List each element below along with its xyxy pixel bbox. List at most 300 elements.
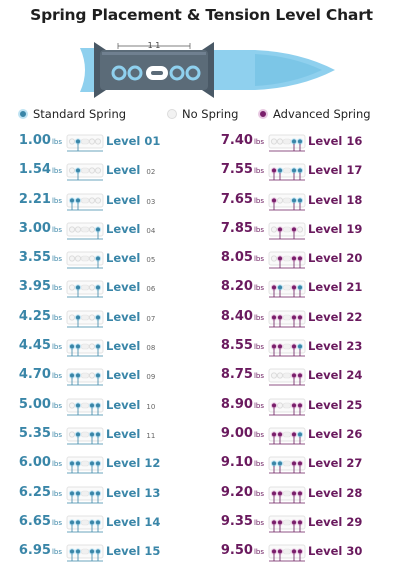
advanced-spring-icon: [271, 520, 276, 525]
tension-unit: lbs: [51, 255, 62, 264]
spring-diagram: [66, 190, 104, 212]
level-word: Level: [308, 426, 343, 441]
level-word: Level: [308, 485, 343, 500]
no-spring-icon: [277, 373, 282, 378]
spring-diagram: [66, 512, 104, 534]
tension-weight-value: 8.55: [220, 338, 253, 354]
level-number: 07: [146, 314, 156, 323]
level-word: Level: [106, 192, 141, 207]
standard-spring-icon: [75, 285, 80, 290]
standard-spring-icon: [75, 432, 80, 437]
advanced-spring-icon: [291, 520, 296, 525]
standard-spring-icon: [95, 520, 100, 525]
level-row: [0, 157, 200, 186]
tension-unit: lbs: [51, 167, 62, 176]
no-spring-icon: [75, 256, 80, 261]
standard-spring-icon: [95, 403, 100, 408]
standard-spring-icon: [18, 109, 28, 119]
standard-spring-icon: [89, 549, 94, 554]
level-number: 24: [346, 368, 363, 383]
level-number: 28: [346, 485, 363, 500]
advanced-spring-icon: [271, 315, 276, 320]
level-row: [0, 392, 200, 421]
no-spring-icon: [89, 197, 94, 202]
no-spring-icon: [297, 227, 302, 232]
tension-unit: lbs: [253, 313, 264, 322]
standard-spring-icon: [75, 549, 80, 554]
spring-placement: [66, 277, 104, 303]
tension-weight-value: 7.55: [220, 162, 253, 178]
spring-diagram: [268, 219, 306, 241]
level-word: Level: [106, 309, 141, 324]
level-row: [0, 333, 200, 362]
spring-placement: [268, 541, 306, 567]
spring-diagram: [66, 219, 104, 241]
spring-diagram: [66, 277, 104, 299]
spring-placement: [66, 512, 104, 538]
tension-weight-value: 9.20: [220, 484, 253, 500]
standard-spring-icon: [89, 490, 94, 495]
spring-placement: [66, 365, 104, 391]
spring-placement: [66, 131, 104, 157]
level-word: Level: [308, 397, 343, 412]
standard-spring-icon: [89, 432, 94, 437]
spring-placement: [66, 483, 104, 509]
spring-placement: [66, 336, 104, 362]
spring-diagram: [66, 395, 104, 417]
level-row: [202, 216, 402, 245]
spring-diagram: [268, 131, 306, 153]
spring-diagram: [66, 453, 104, 475]
tension-weight-value: 2.21: [18, 191, 51, 207]
level-word: Level: [308, 544, 343, 559]
spring-placement: [268, 131, 306, 157]
advanced-spring-icon: [277, 432, 282, 437]
standard-spring-icon: [277, 168, 282, 173]
level-number: 25: [346, 397, 363, 412]
level-word: Level: [106, 339, 141, 354]
tension-weight-value: 3.55: [18, 250, 51, 266]
level-row: [0, 128, 200, 157]
standard-spring-icon: [297, 344, 302, 349]
standard-spring-icon: [75, 315, 80, 320]
standard-spring-icon: [297, 432, 302, 437]
legend-none-label: No Spring: [182, 107, 239, 121]
level-row: [202, 392, 402, 421]
advanced-spring-icon: [271, 403, 276, 408]
tension-unit: lbs: [253, 518, 264, 527]
level-row: [202, 128, 402, 157]
spring-placement: [268, 453, 306, 479]
standard-spring-icon: [69, 344, 74, 349]
level-label: [308, 427, 362, 441]
level-number: 23: [346, 339, 363, 354]
tension-weight-value: 8.40: [220, 308, 253, 324]
legend-advanced-label: Advanced Spring: [273, 107, 371, 121]
level-label: [106, 251, 155, 265]
legend-advanced: [258, 107, 371, 121]
level-word: Level: [308, 456, 343, 471]
spring-placement: [268, 365, 306, 391]
tension-weight-value: 6.65: [18, 513, 51, 529]
tension-weight: [0, 221, 62, 236]
level-word: Level: [106, 426, 141, 441]
standard-spring-icon: [95, 285, 100, 290]
spring-diagram: [66, 307, 104, 329]
level-label: [106, 427, 155, 441]
advanced-spring-icon: [271, 549, 276, 554]
level-row: [202, 274, 402, 303]
tension-unit: lbs: [253, 284, 264, 293]
standard-spring-icon: [95, 461, 100, 466]
tension-unit: lbs: [253, 138, 264, 146]
level-row: [202, 509, 402, 538]
tension-unit: lbs: [253, 489, 264, 498]
level-row: [202, 362, 402, 391]
no-spring-icon: [69, 256, 74, 261]
advanced-spring-icon: [297, 373, 302, 378]
spring-placement: [66, 160, 104, 186]
standard-spring-icon: [95, 490, 100, 495]
level-number: 15: [144, 544, 161, 559]
level-label: [308, 486, 362, 500]
level-label: [106, 163, 155, 177]
spring-diagram: [66, 365, 104, 387]
standard-spring-icon: [75, 373, 80, 378]
standard-spring-icon: [291, 197, 296, 202]
no-spring-icon: [95, 139, 100, 144]
level-label: [106, 310, 155, 324]
level-row: [0, 274, 200, 303]
advanced-spring-icon: [277, 315, 282, 320]
level-number: 19: [346, 221, 363, 236]
advanced-spring-icon: [291, 432, 296, 437]
no-spring-icon: [277, 403, 282, 408]
level-row: [202, 333, 402, 362]
spring-placement: [66, 219, 104, 245]
tension-unit: lbs: [253, 372, 264, 381]
level-row: [202, 157, 402, 186]
no-spring-icon: [277, 197, 282, 202]
level-label: [106, 134, 160, 148]
level-number: 30: [346, 544, 363, 559]
standard-spring-icon: [297, 197, 302, 202]
spring-placement: [66, 395, 104, 421]
level-number: 26: [346, 426, 363, 441]
level-word: Level: [308, 134, 343, 148]
advanced-spring-icon: [277, 490, 282, 495]
level-number: 02: [146, 168, 156, 177]
level-label: [308, 163, 362, 177]
standard-spring-icon: [297, 168, 302, 173]
no-spring-icon: [271, 227, 276, 232]
spring-diagram: [66, 248, 104, 270]
level-word: Level: [106, 280, 141, 295]
spring-placement: [66, 453, 104, 479]
tension-weight: [202, 543, 264, 558]
spring-diagram: [66, 483, 104, 505]
tension-weight-value: 8.20: [220, 279, 253, 295]
tension-unit: lbs: [51, 372, 62, 381]
spring-placement: [66, 541, 104, 567]
spring-placement: [268, 277, 306, 303]
spring-placement: [268, 424, 306, 450]
tension-weight: [202, 426, 264, 441]
level-word: Level: [106, 456, 141, 471]
standard-spring-icon: [69, 549, 74, 554]
no-spring-icon: [95, 197, 100, 202]
tension-weight: [202, 455, 264, 470]
level-word: Level: [106, 221, 141, 236]
level-label: [106, 456, 160, 470]
standard-spring-icon: [291, 139, 296, 144]
level-number: 14: [144, 514, 161, 529]
spring-diagram: [66, 424, 104, 446]
level-label: [106, 486, 160, 500]
no-spring-icon: [95, 168, 100, 173]
level-word: Level: [106, 163, 141, 178]
tension-weight-value: 6.00: [18, 455, 51, 471]
advanced-spring-icon: [291, 227, 296, 232]
no-spring-icon: [89, 256, 94, 261]
level-word: Level: [308, 339, 343, 354]
spring-placement: [268, 336, 306, 362]
spring-placement: [66, 248, 104, 274]
level-label: [308, 310, 362, 324]
tension-unit: lbs: [253, 225, 264, 234]
spring-diagram: [268, 483, 306, 505]
level-row: [0, 421, 200, 450]
standard-spring-icon: [89, 403, 94, 408]
advanced-spring-icon: [291, 403, 296, 408]
level-label: [106, 280, 155, 294]
level-label: [106, 339, 155, 353]
levels-column-right: [202, 128, 402, 567]
advanced-spring-icon: [297, 256, 302, 261]
standard-spring-icon: [291, 168, 296, 173]
no-spring-icon: [167, 109, 177, 119]
spring-placement: [268, 248, 306, 274]
tension-weight-value: 6.25: [18, 484, 51, 500]
spring-diagram: [268, 277, 306, 299]
level-word: Level: [308, 280, 343, 295]
standard-spring-icon: [95, 256, 100, 261]
level-label: [308, 134, 362, 148]
advanced-spring-icon: [291, 373, 296, 378]
level-row: [202, 187, 402, 216]
standard-spring-icon: [271, 461, 276, 466]
level-row: [202, 538, 402, 567]
no-spring-icon: [69, 285, 74, 290]
levels-column-left: [0, 128, 200, 567]
tension-weight-value: 4.25: [18, 308, 51, 324]
level-number: 04: [146, 226, 156, 235]
spring-diagram: [66, 160, 104, 182]
level-word: Level: [106, 368, 141, 383]
tension-weight: [0, 192, 62, 207]
spring-placement: [268, 512, 306, 538]
tension-weight-value: 6.95: [18, 543, 51, 559]
advanced-spring-icon: [277, 520, 282, 525]
level-number: 06: [146, 285, 156, 294]
tension-weight-value: 9.35: [220, 513, 253, 529]
level-word: Level: [308, 368, 343, 383]
tension-weight: [0, 426, 62, 441]
tension-weight: [202, 279, 264, 294]
level-number: 17: [346, 163, 363, 178]
tension-weight-value: 9.00: [220, 425, 253, 441]
level-label: [308, 456, 362, 470]
standard-spring-icon: [95, 344, 100, 349]
level-label: [308, 280, 362, 294]
spring-diagram: [268, 307, 306, 329]
level-number: 18: [346, 192, 363, 207]
level-word: Level: [308, 192, 343, 207]
level-word: Level: [308, 309, 343, 324]
tension-unit: lbs: [253, 167, 264, 176]
tension-weight-value: 9.50: [220, 543, 253, 559]
level-number: 27: [346, 456, 363, 471]
spring-placement: [268, 219, 306, 245]
standard-spring-icon: [277, 461, 282, 466]
level-number: 08: [146, 344, 156, 353]
advanced-spring-icon: [291, 549, 296, 554]
tension-weight-value: 7.85: [220, 220, 253, 236]
no-spring-icon: [69, 432, 74, 437]
tension-unit: lbs: [253, 430, 264, 439]
tool-measure-label: 1 1: [147, 41, 161, 50]
tension-unit: lbs: [253, 401, 264, 410]
legend-standard-label: Standard Spring: [33, 107, 127, 121]
spring-placement: [66, 424, 104, 450]
advanced-spring-icon: [297, 490, 302, 495]
tension-weight: [0, 338, 62, 353]
level-label: [308, 222, 362, 236]
level-label: [106, 515, 160, 529]
advanced-spring-icon: [297, 520, 302, 525]
standard-spring-icon: [95, 227, 100, 232]
spring-diagram: [268, 395, 306, 417]
chart-title: Spring Placement & Tension Level Chart: [30, 6, 373, 24]
level-number: 12: [144, 456, 161, 471]
level-number: 29: [346, 514, 363, 529]
standard-spring-icon: [75, 168, 80, 173]
tension-weight: [0, 162, 62, 177]
standard-spring-icon: [95, 315, 100, 320]
tension-weight-value: 1.00: [18, 133, 51, 148]
tool-diagram: [0, 30, 403, 106]
no-spring-icon: [69, 227, 74, 232]
tension-weight: [202, 221, 264, 236]
level-label: [308, 193, 362, 207]
tension-weight: [0, 279, 62, 294]
standard-spring-icon: [69, 490, 74, 495]
level-label: [106, 544, 160, 558]
level-word: Level: [106, 485, 141, 500]
spring-diagram: [268, 424, 306, 446]
standard-spring-icon: [89, 461, 94, 466]
level-word: Level: [308, 514, 343, 529]
tension-unit: lbs: [51, 518, 62, 527]
level-word: Level: [106, 544, 141, 559]
advanced-spring-icon: [258, 109, 268, 119]
advanced-spring-icon: [297, 461, 302, 466]
tension-weight-value: 8.75: [220, 367, 253, 383]
no-spring-icon: [89, 373, 94, 378]
tension-weight: [0, 309, 62, 324]
legend-standard: [18, 107, 126, 121]
tension-unit: lbs: [51, 489, 62, 498]
advanced-spring-icon: [297, 403, 302, 408]
legend-none: [167, 107, 238, 121]
advanced-spring-icon: [271, 432, 276, 437]
level-row: [0, 216, 200, 245]
advanced-spring-icon: [271, 197, 276, 202]
standard-spring-icon: [75, 490, 80, 495]
advanced-spring-icon: [277, 344, 282, 349]
no-spring-icon: [69, 315, 74, 320]
tension-weight-value: 4.45: [18, 338, 51, 354]
tension-weight: [202, 309, 264, 324]
standard-spring-icon: [75, 139, 80, 144]
tension-weight: [0, 455, 62, 470]
tension-weight-value: 8.90: [220, 396, 253, 412]
tension-weight: [202, 367, 264, 382]
advanced-spring-icon: [291, 344, 296, 349]
advanced-spring-icon: [297, 315, 302, 320]
tension-weight-value: 4.70: [18, 367, 51, 383]
tension-weight: [0, 250, 62, 265]
advanced-spring-icon: [271, 490, 276, 495]
level-number: 09: [146, 373, 156, 382]
level-word: Level: [106, 134, 141, 148]
level-number: 20: [346, 251, 363, 266]
level-row: [202, 480, 402, 509]
standard-spring-icon: [75, 344, 80, 349]
tension-weight: [0, 397, 62, 412]
tension-unit: lbs: [51, 284, 62, 293]
tension-unit: lbs: [51, 196, 62, 205]
tension-weight: [0, 485, 62, 500]
level-label: [308, 398, 362, 412]
tension-unit: lbs: [51, 138, 62, 146]
level-number: 11: [146, 431, 156, 440]
tension-unit: lbs: [253, 255, 264, 264]
level-row: [0, 362, 200, 391]
level-row: [202, 450, 402, 479]
standard-spring-icon: [69, 197, 74, 202]
tension-weight-value: 9.10: [220, 455, 253, 471]
no-spring-icon: [277, 139, 282, 144]
tension-weight-value: 5.35: [18, 425, 51, 441]
tension-weight: [0, 543, 62, 558]
standard-spring-icon: [277, 285, 282, 290]
advanced-spring-icon: [271, 168, 276, 173]
level-label: [308, 368, 362, 382]
no-spring-icon: [89, 139, 94, 144]
standard-spring-icon: [75, 197, 80, 202]
level-row: [0, 538, 200, 567]
spring-diagram: [268, 541, 306, 563]
standard-spring-icon: [75, 403, 80, 408]
standard-spring-icon: [69, 461, 74, 466]
standard-spring-icon: [95, 432, 100, 437]
no-spring-icon: [69, 403, 74, 408]
level-word: Level: [106, 514, 141, 529]
level-word: Level: [308, 163, 343, 178]
no-spring-icon: [75, 227, 80, 232]
spring-diagram: [268, 160, 306, 182]
